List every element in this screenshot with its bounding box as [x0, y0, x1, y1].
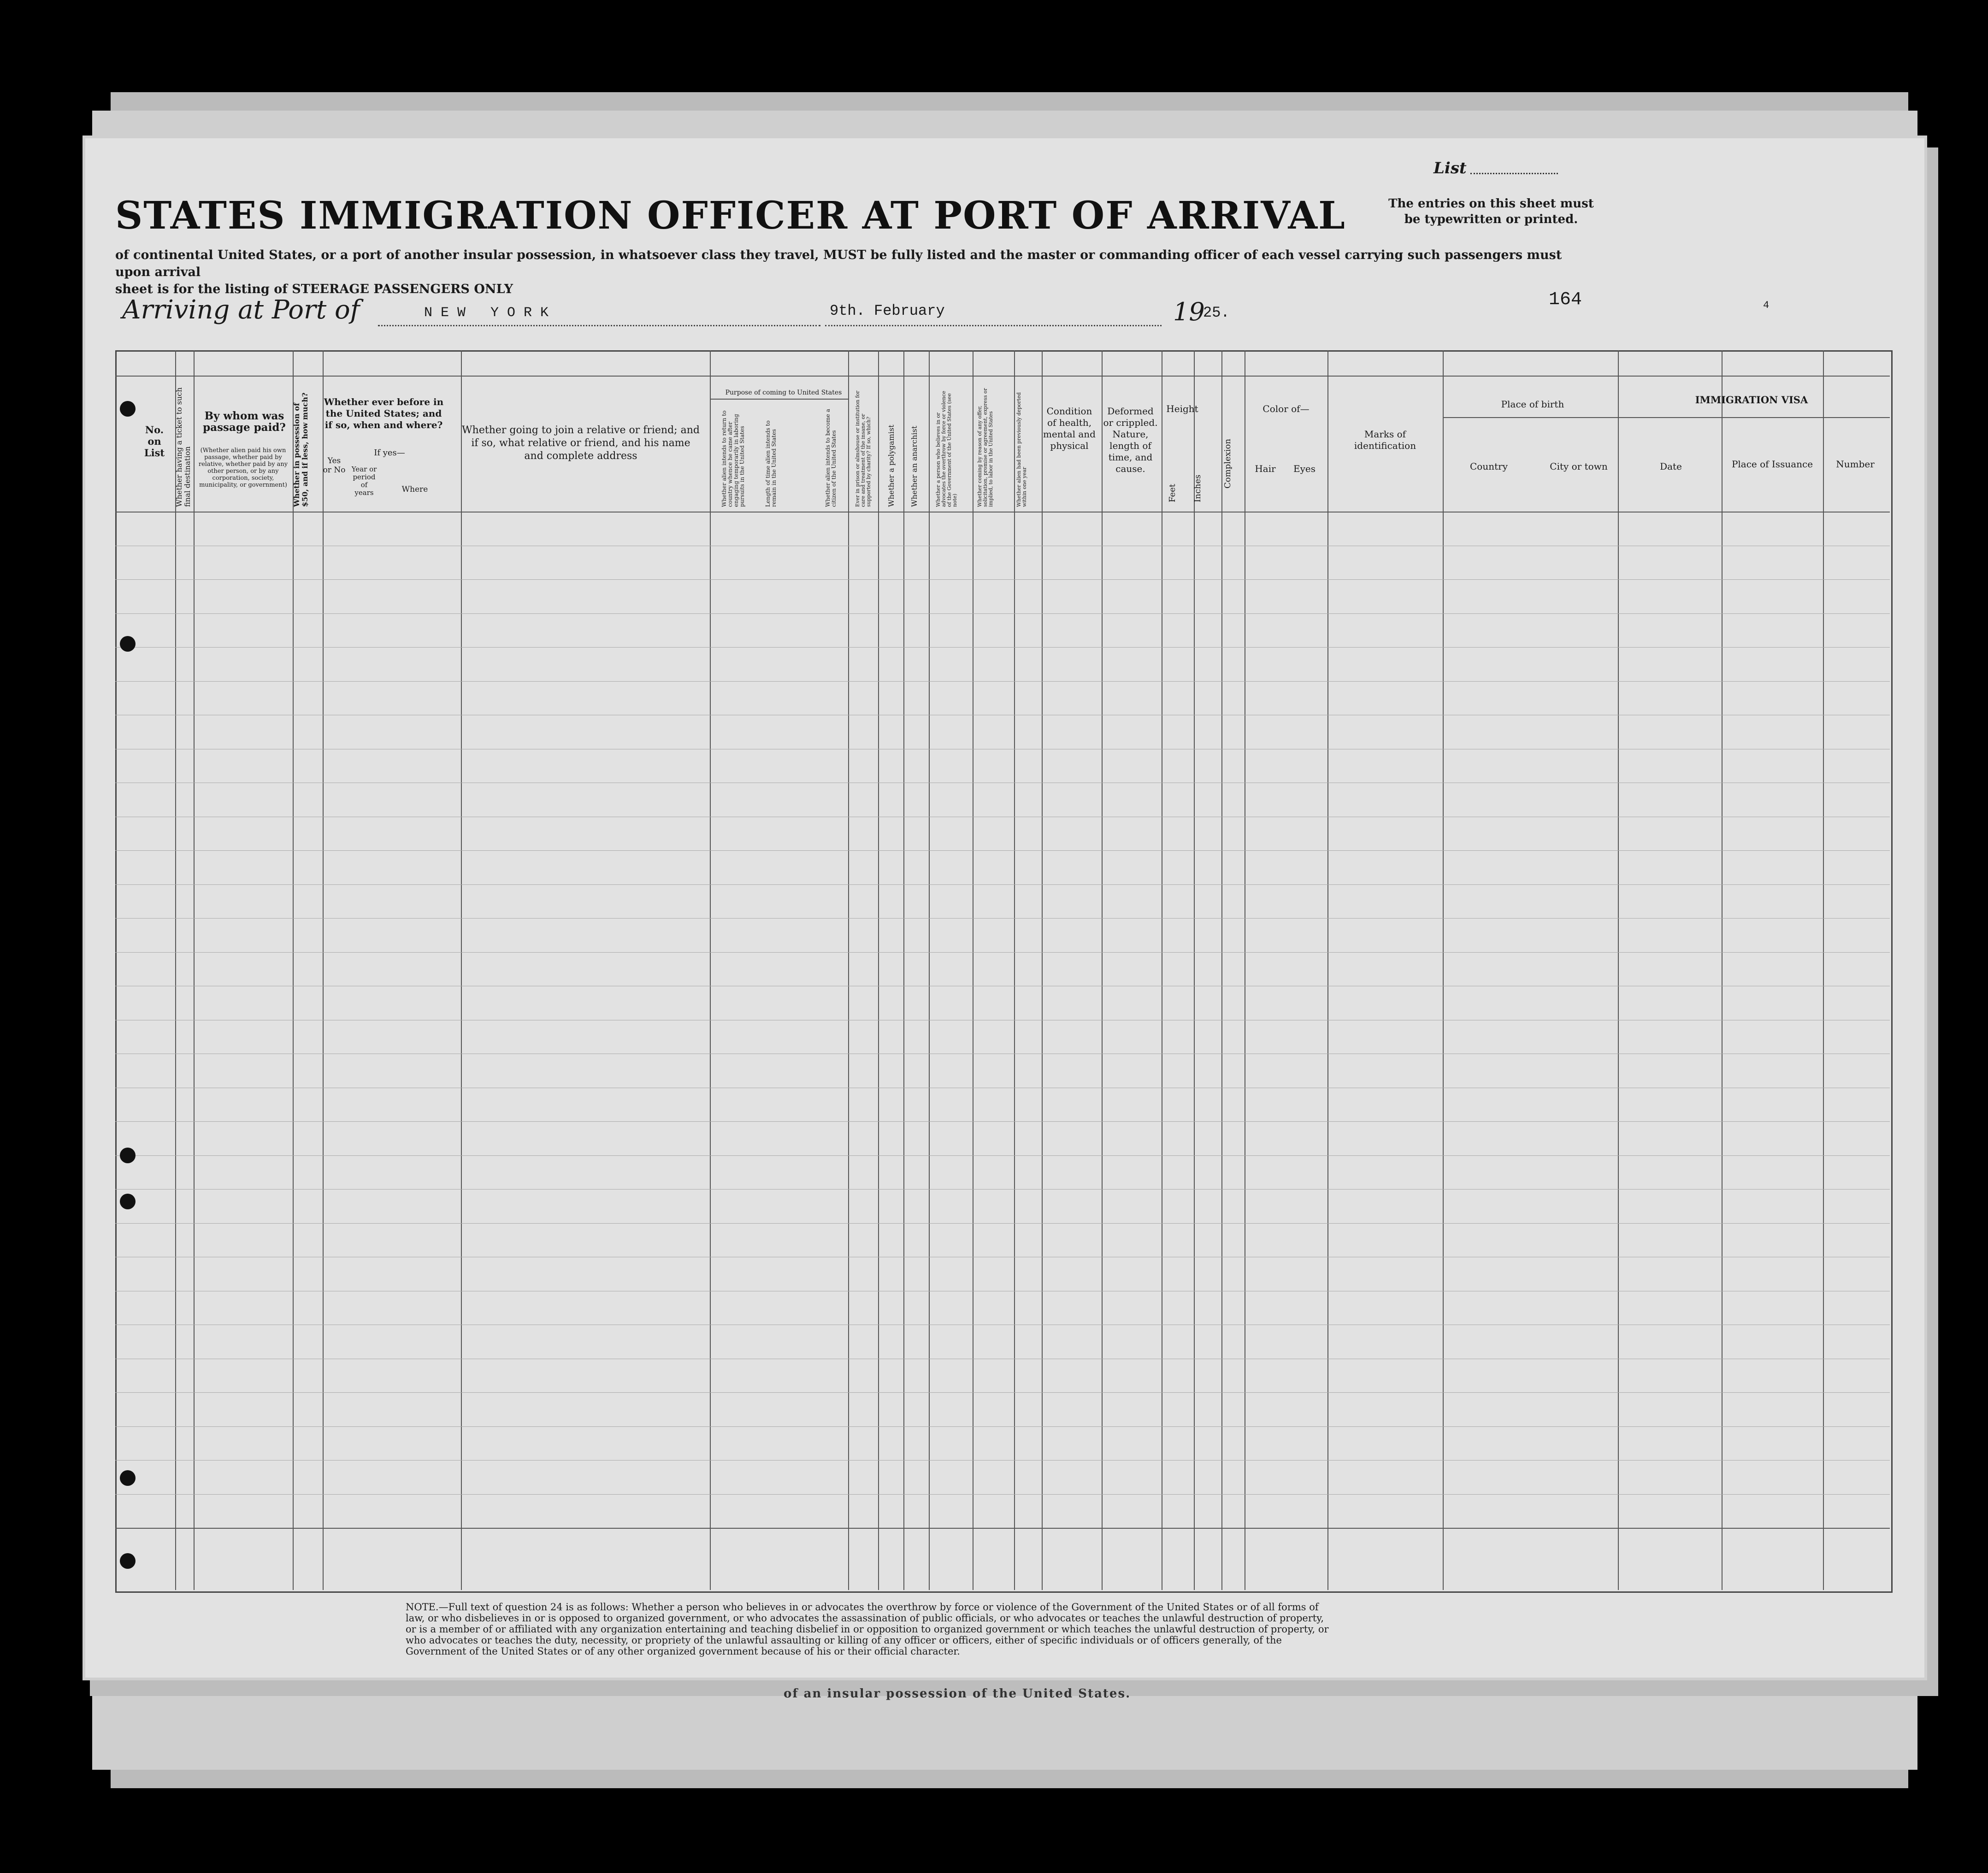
row-divider — [115, 1121, 1890, 1122]
column-divider — [1722, 350, 1723, 1590]
purpose-divider — [710, 399, 848, 400]
port-dotline — [378, 325, 820, 326]
birth-divider — [1443, 417, 1618, 418]
header-height: Height — [1166, 403, 1198, 414]
column-divider — [1194, 350, 1195, 1590]
row-divider — [115, 1494, 1890, 1495]
binder-hole — [120, 1148, 136, 1163]
header-purpose: Purpose of coming to United States — [725, 389, 842, 396]
column-divider — [323, 350, 324, 1590]
column-divider — [175, 350, 176, 1590]
binder-hole — [120, 401, 136, 417]
page-title: STATES IMMIGRATION OFFICER AT PORT OF ARRIVAL — [115, 194, 1346, 238]
header-no-on-list: No. on List — [144, 424, 165, 459]
header-visa-date: Date — [1660, 461, 1682, 472]
column-divider — [903, 350, 904, 1590]
row-divider — [115, 579, 1890, 580]
header-labor: Whether coming by reason of any offer, solicitation, promise or agreement, express or implied, to labor in the United States — [977, 388, 994, 507]
header-passage-paid: By whom was passage paid? — [203, 410, 286, 434]
row-divider — [115, 1426, 1890, 1427]
row-divider — [115, 1155, 1890, 1156]
list-number-line — [1470, 173, 1558, 174]
row-divider — [115, 918, 1890, 919]
row-divider — [115, 952, 1890, 953]
column-divider — [1618, 350, 1619, 1590]
header-year: Year or period of years — [351, 465, 377, 497]
year-prefix: 19 — [1173, 297, 1205, 326]
header-if-yes: If yes— — [374, 448, 405, 458]
intro-line-2: sheet is for the listing of STEERAGE PASSENGERS ONLY — [115, 282, 513, 296]
column-divider — [878, 350, 879, 1590]
column-divider — [1327, 350, 1328, 1590]
header-advocate: Whether a person who believes in or advocates the overthrow by force or violence of the Government of the United States (see note) — [935, 390, 958, 507]
sheet-number: 164 — [1549, 289, 1582, 310]
header-deformed: Deformed or crippled. Nature, length of time, and cause. — [1103, 406, 1158, 474]
column-divider — [1102, 350, 1103, 1590]
header-inches: Inches — [1193, 474, 1203, 502]
header-prison: Ever in prison or almshouse or institution for care and treatment of the insane, or supported by charity? If so, which? — [855, 390, 872, 507]
table-bottom — [115, 1528, 1890, 1529]
header-health: Condition of health, mental and physical — [1043, 406, 1096, 451]
column-divider — [293, 350, 294, 1590]
column-divider — [848, 350, 849, 1590]
header-possession-50: Whether in possession of $50, and if less, how much? — [292, 392, 309, 507]
header-visa-place: Place of Issuance — [1731, 459, 1813, 470]
header-ticket: Whether having a ticket to such final destination — [175, 387, 192, 507]
header-place-of-birth: Place of birth — [1501, 399, 1564, 410]
header-citizen: Whether alien intends to become a citizen of the United States — [825, 409, 837, 507]
header-city: City or town — [1550, 461, 1608, 472]
cut-off-text: of an insular possession of the United States. — [784, 1687, 1131, 1701]
binder-hole — [120, 1194, 136, 1209]
port-value: NEW YORK — [424, 305, 557, 321]
column-divider — [1221, 350, 1222, 1590]
binder-hole — [120, 636, 136, 652]
intro-text — [115, 247, 1567, 298]
column-divider — [1823, 350, 1824, 1590]
row-divider — [115, 1460, 1890, 1461]
column-divider — [929, 350, 930, 1590]
header-feet: Feet — [1168, 483, 1177, 502]
question-24-note: NOTE.—Full text of question 24 is as follows: Whether a person who believes in or advocates the overthrow by force or violence of the Government of the United States or of all forms of law, or who disbelieves in or is opposed to organized government, or who advocates the assassination of public officials, or who advocates or teaches the unlawful destruction of property, or is a member of or affiliated with any organization entertaining and teaching disbelief in or opposition to organized government or which teaches the unlawful destruction of property, or who advocates or teaches the duty, necessity, or propriety of the unlawful assaulting or killing of any officer or officers, either of specific individuals or of officers generally, of the Government of the United States or of any other organized government because of his or their official character. — [406, 1602, 1329, 1657]
row-divider — [115, 850, 1890, 851]
binder-hole — [120, 1553, 136, 1569]
date-dotline — [825, 325, 1162, 326]
row-divider — [115, 1189, 1890, 1190]
column-divider — [1042, 350, 1043, 1590]
header-marks: Marks of identification — [1354, 429, 1416, 451]
header-hair: Hair — [1255, 463, 1276, 474]
header-anarchist: Whether an anarchist — [910, 425, 919, 507]
row-divider — [115, 1223, 1890, 1224]
arrival-date: 9th. February — [830, 302, 945, 319]
header-yes-no: Yes or No — [323, 456, 346, 475]
intro-line-1: of continental United States, or a port of another insular possession, in whatsoever class they travel, MUST be fully listed and the master or commanding officer of each vessel carrying such passengers must upon arrival — [115, 248, 1562, 279]
row-divider — [115, 613, 1890, 614]
column-number-divider — [115, 376, 1890, 377]
row-divider — [115, 681, 1890, 682]
row-divider — [115, 884, 1890, 885]
arriving-label: Arriving at Port of — [122, 295, 360, 325]
header-visa-number: Number — [1836, 459, 1875, 470]
column-divider — [1014, 350, 1015, 1590]
corner-number: 4 — [1763, 300, 1770, 311]
header-complexion: Complexion — [1223, 439, 1233, 489]
row-divider — [115, 647, 1890, 648]
entries-note: The entries on this sheet must be typewritten or printed. — [1388, 197, 1594, 226]
column-divider — [710, 350, 711, 1590]
header-length-stay: Length of time alien intends to remain in the United States — [765, 420, 777, 507]
header-immigration-visa: IMMIGRATION VISA — [1695, 394, 1808, 406]
row-divider — [115, 1392, 1890, 1393]
header-where: Where — [401, 485, 428, 494]
column-divider — [1443, 350, 1444, 1590]
header-passage-paid-sub: (Whether alien paid his own passage, whether paid by relative, whether paid by any other person, or by any corporation, society, municipality, or government) — [198, 447, 288, 489]
binder-hole — [120, 1470, 136, 1486]
manifest-table — [115, 350, 1893, 1593]
header-country: Country — [1469, 461, 1508, 472]
list-label: List — [1433, 159, 1467, 177]
header-eyes: Eyes — [1293, 463, 1316, 474]
header-join-relative: Whether going to join a relative or friend; and if so, what relative or friend, and his name and complete address — [462, 424, 700, 462]
header-return: Whether alien intends to return to country whence he came after engaging temporarily in laboring pursuits in the United States — [721, 410, 745, 507]
header-ever-before: Whether ever before in the United States; and if so, when and where? — [324, 396, 444, 430]
column-divider — [461, 350, 462, 1590]
year-suffix: 25. — [1203, 304, 1230, 321]
header-polygamist: Whether a polygamist — [887, 424, 896, 507]
header-color: Color of— — [1262, 403, 1310, 414]
column-divider — [194, 350, 195, 1590]
visa-divider — [1618, 417, 1890, 418]
header-deported: Whether alien had been previously deported within one year — [1016, 392, 1027, 507]
